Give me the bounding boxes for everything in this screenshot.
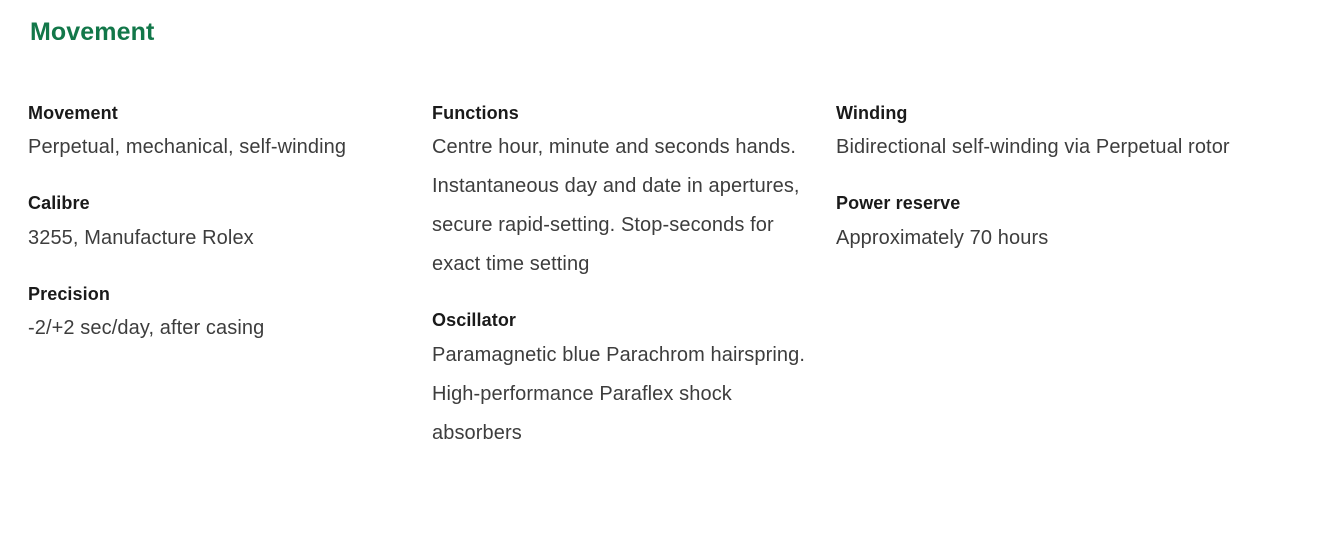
spec-value: Perpetual, mechanical, self-winding xyxy=(28,136,347,159)
spec-item xyxy=(836,101,1256,167)
spec-item xyxy=(432,101,812,284)
spec-column xyxy=(28,101,432,348)
spec-columns xyxy=(28,101,1313,453)
spec-item xyxy=(836,191,1256,257)
spec-value: Centre hour, minute and seconds hands. Instantaneous day and date in apertures, secure rapid-setting. Stop-seconds for exact time setting xyxy=(432,136,800,276)
spec-item xyxy=(28,191,408,257)
spec-label: Precision xyxy=(28,283,110,304)
spec-value: -2/+2 sec/day, after casing xyxy=(28,316,265,339)
spec-value: 3255, Manufacture Rolex xyxy=(28,226,254,249)
spec-label: Calibre xyxy=(28,193,90,214)
spec-label: Power reserve xyxy=(836,193,961,214)
spec-label: Functions xyxy=(432,103,519,123)
section-title: Movement xyxy=(30,18,155,46)
spec-value: Paramagnetic blue Parachrom hairspring. High-performance Paraflex shock absorbers xyxy=(432,343,805,444)
spec-label: Oscillator xyxy=(432,310,517,331)
spec-value: Bidirectional self-winding via Perpetual rotor xyxy=(836,136,1230,159)
spec-item xyxy=(28,101,408,167)
spec-item xyxy=(28,282,408,348)
spec-column xyxy=(836,101,1256,258)
spec-label: Winding xyxy=(836,103,908,123)
spec-value: Approximately 70 hours xyxy=(836,226,1049,249)
spec-item xyxy=(432,308,812,452)
spec-label: Movement xyxy=(28,103,118,123)
spec-column xyxy=(432,101,836,453)
